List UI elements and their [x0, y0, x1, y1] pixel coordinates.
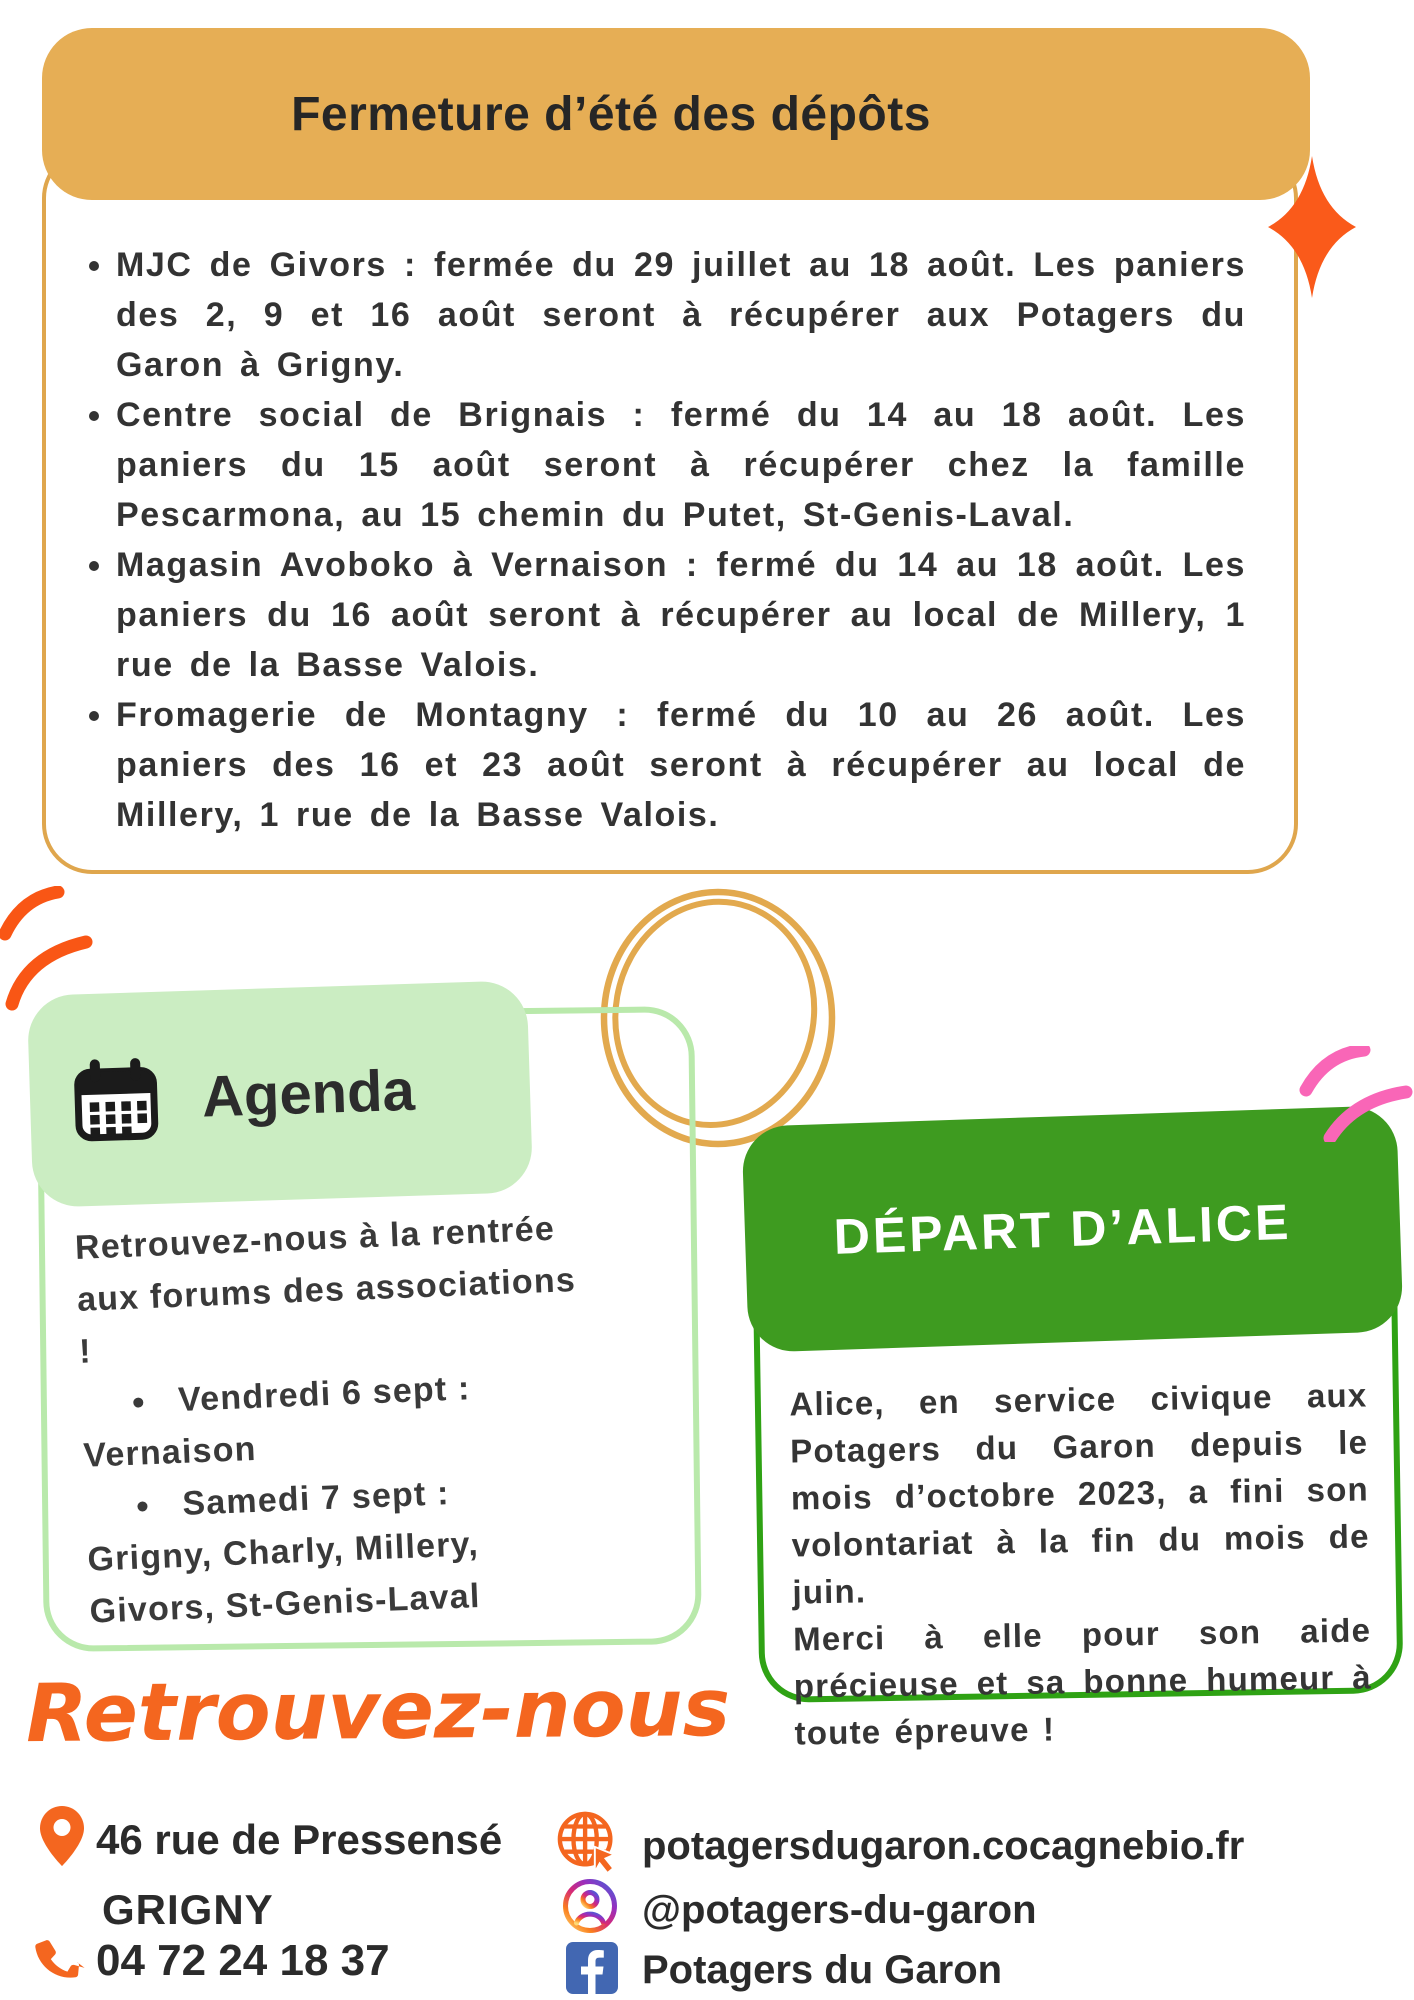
alice-paragraph: Merci à elle pour son aide précieuse et sa bonne humeur à toute épreuve !: [792, 1611, 1373, 1752]
address-line-1: 46 rue de Pressensé: [96, 1816, 503, 1863]
location-pin-icon: [38, 1804, 86, 1868]
agenda-header-box: [27, 980, 533, 1208]
instagram-icon: [562, 1878, 618, 1934]
fermeture-list: [42, 212, 1298, 840]
agenda-intro: Retrouvez-nous à la rentrée aux forums des associations !: [74, 1209, 577, 1371]
agenda-body: [74, 1202, 590, 1638]
agenda-title: Agenda: [201, 1057, 416, 1129]
closure-item: • Centre social de Brignais : fermé du 14 au 18 août. Les paniers du 15 août seront à récupérer chez la famille Pescarmona, au 15 chemin du Putet, St-Genis-Laval.: [116, 390, 1246, 540]
phone-icon: [30, 1928, 88, 1986]
calendar-icon: [67, 1050, 166, 1149]
alice-paragraph: Alice, en service civique aux Potagers du Garon depuis le mois d’octobre 2023, a fini son volontariat à la fin du mois de juin.: [789, 1376, 1370, 1611]
facebook-name: Potagers du Garon: [642, 1948, 1003, 1992]
closure-item: • MJC de Givors : fermée du 29 juillet au 18 août. Les paniers des 2, 9 et 16 août seront à récupérer aux Potagers du Garon à Grigny.: [116, 240, 1246, 390]
closure-item: • Magasin Avoboko à Vernaison : fermé du 14 au 18 août. Les paniers du 16 août seront à récupérer au local de Millery, 1 rue de la Basse Valois.: [116, 540, 1246, 690]
pink-arcs-doodle-icon: [1296, 1046, 1414, 1147]
agenda-bullet-detail: Grigny, Charly, Millery, Givors, St-Genis-Laval: [86, 1525, 482, 1631]
agenda-bullet-label: • Vendredi 6 sept :: [132, 1358, 582, 1428]
facebook-icon: [566, 1942, 618, 1994]
agenda-bullet-label: • Samedi 7 sept :: [136, 1462, 586, 1532]
instagram-handle: @potagers-du-garon: [642, 1888, 1037, 1932]
closure-item: • Fromagerie de Montagny : fermé du 10 au 26 août. Les paniers des 16 et 23 août seront à récupérer au local de Millery, 1 rue de la Basse Valois.: [116, 690, 1246, 840]
phone-number: 04 72 24 18 37: [96, 1936, 390, 1985]
address-line-2: GRIGNY: [102, 1886, 274, 1933]
alice-body: [789, 1371, 1373, 1756]
website-url: potagersdugaron.cocagnebio.fr: [642, 1824, 1245, 1868]
agenda-bullet-detail: Vernaison: [82, 1429, 258, 1475]
fermeture-header-box: [42, 28, 1310, 200]
alice-title: DÉPART D’ALICE: [832, 1193, 1293, 1265]
globe-cursor-icon: [556, 1810, 622, 1876]
footer-headline: Retrouvez-nous: [25, 1660, 731, 1761]
fermeture-title: Fermeture d’été des dépôts: [291, 87, 931, 141]
